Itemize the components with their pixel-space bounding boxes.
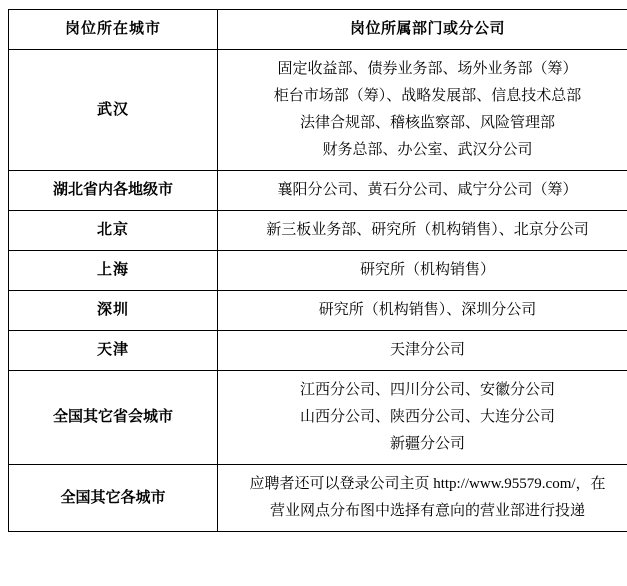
department-list [222, 177, 627, 204]
cell-city [9, 465, 218, 532]
city-name: 全国其它各城市 [60, 489, 166, 506]
department-line: 天津分公司 [389, 342, 465, 358]
department-line: 江西分公司、四川分公司、安徽分公司 [299, 382, 555, 398]
cell-departments [218, 211, 627, 251]
table-row [9, 331, 627, 371]
table-row [9, 171, 627, 211]
table-header-row [9, 10, 627, 50]
table-row [9, 291, 627, 331]
city-name: 天津 [96, 342, 129, 358]
table-row [9, 371, 627, 465]
cell-city [9, 331, 218, 371]
department-line: 襄阳分公司、黄石分公司、咸宁分公司（筹） [277, 182, 578, 198]
cell-departments [218, 291, 627, 331]
department-line: 法律合规部、稽核监察部、风险管理部 [299, 115, 555, 131]
cell-departments [218, 171, 627, 211]
city-name: 全国其它省会城市 [52, 409, 173, 425]
department-line: 财务总部、办公室、武汉分公司 [322, 142, 533, 158]
table-row [9, 50, 627, 171]
cell-city [9, 171, 218, 211]
cell-departments [218, 465, 627, 532]
city-name: 上海 [96, 262, 129, 278]
table-row [9, 211, 627, 251]
department-list [222, 377, 627, 458]
department-list [222, 471, 627, 525]
cell-city [9, 211, 218, 251]
department-list [222, 217, 627, 244]
city-name: 北京 [96, 222, 129, 238]
table-body [9, 10, 627, 532]
city-name: 武汉 [96, 101, 129, 118]
department-list [222, 337, 627, 364]
department-line: 研究所（机构销售） [359, 262, 495, 278]
cell-city [9, 371, 218, 465]
department-line: 营业网点分布图中选择有意向的营业部进行投递 [269, 503, 585, 519]
header-label-department: 岗位所属部门或分公司 [349, 21, 505, 37]
cell-city [9, 251, 218, 291]
department-line: 新疆分公司 [389, 436, 465, 452]
cell-city [9, 50, 218, 171]
department-list [222, 257, 627, 284]
cell-departments [218, 371, 627, 465]
city-name: 湖北省内各地级市 [52, 182, 173, 198]
department-list [222, 56, 627, 164]
table-row [9, 251, 627, 291]
department-list [222, 297, 627, 324]
header-cell-department [218, 10, 627, 50]
department-line: 固定收益部、债券业务部、场外业务部（筹） [277, 61, 578, 77]
cell-city [9, 291, 218, 331]
department-line: 研究所（机构销售）、深圳分公司 [318, 302, 537, 318]
job-positions-table [8, 9, 627, 532]
header-label-city: 岗位所在城市 [64, 21, 161, 37]
cell-departments [218, 251, 627, 291]
department-line: 应聘者还可以登录公司主页 http://www.95579.com/，在 [249, 476, 606, 492]
table-row [9, 465, 627, 532]
department-line: 柜台市场部（筹）、战略发展部、信息技术总部 [273, 88, 582, 104]
department-line: 新三板业务部、研究所（机构销售）、北京分公司 [266, 222, 589, 238]
city-name: 深圳 [96, 302, 129, 318]
cell-departments [218, 331, 627, 371]
header-cell-city [9, 10, 218, 50]
cell-departments [218, 50, 627, 171]
department-line: 山西分公司、陕西分公司、大连分公司 [299, 409, 555, 425]
